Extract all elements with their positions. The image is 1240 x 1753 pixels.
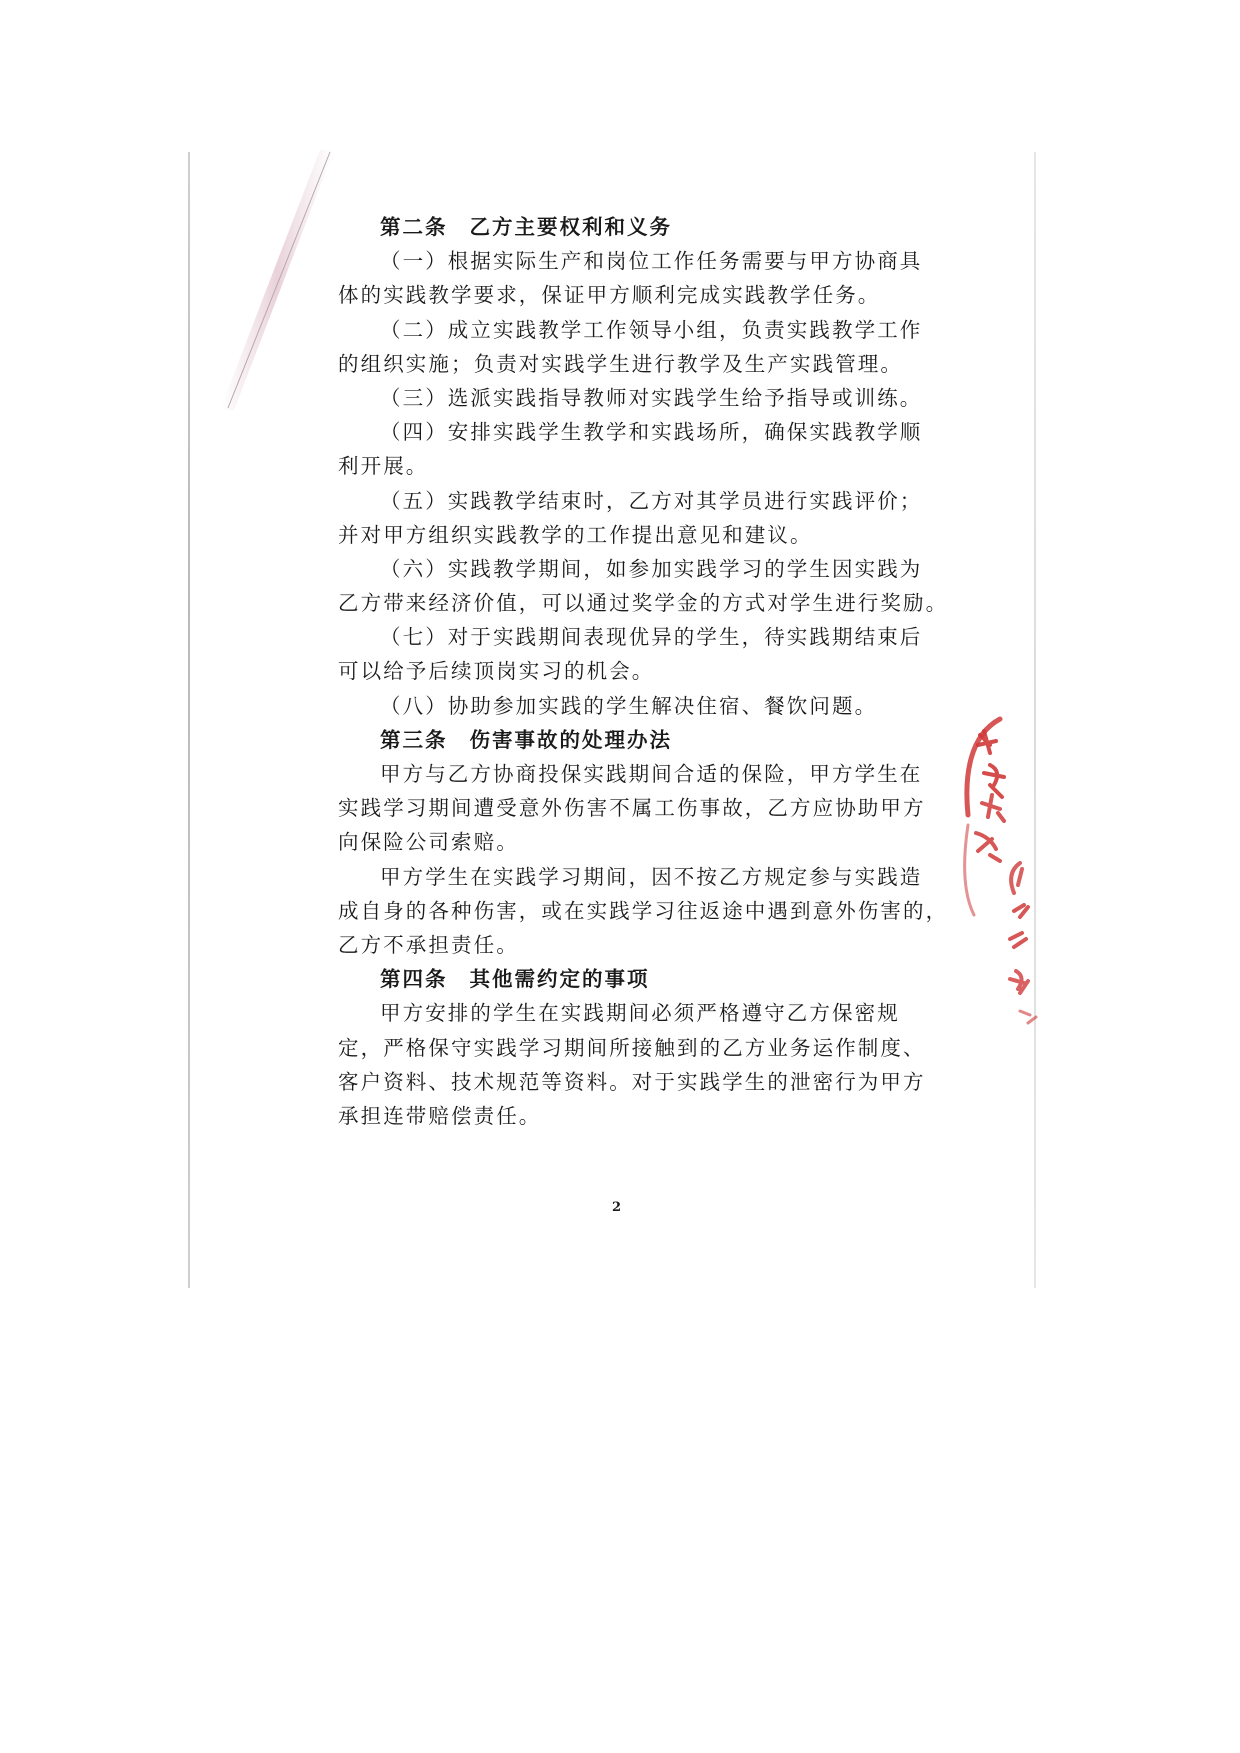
- text-line: 甲方安排的学生在实践期间必须严格遵守乙方保密规: [380, 1001, 900, 1026]
- text-line: 乙方不承担责任。: [338, 932, 519, 957]
- scan-left-edge: [188, 152, 190, 1288]
- section-number: 第二条: [380, 215, 448, 239]
- text-line: （一）根据实际生产和岗位工作任务需要与甲方协商具: [380, 249, 923, 274]
- text-line: 的组织实施；负责对实践学生进行教学及生产实践管理。: [338, 351, 903, 376]
- official-seal-icon: [960, 715, 1040, 1035]
- page-number: 2: [612, 1200, 622, 1215]
- document-body: [338, 210, 949, 1133]
- text-line: 并对甲方组织实践教学的工作提出意见和建议。: [338, 522, 813, 547]
- page-fold-shadow: [220, 150, 340, 410]
- section-number: 第四条: [380, 967, 448, 992]
- text-line: 利开展。: [338, 454, 429, 479]
- text-line: （二）成立实践教学工作领导小组，负责实践教学工作: [380, 317, 923, 342]
- text-line: 承担连带赔偿责任。: [338, 1103, 542, 1128]
- text-line: 实践学习期间遭受意外伤害不属工伤事故，乙方应协助甲方: [338, 796, 926, 821]
- section-number: 第三条: [380, 727, 448, 752]
- text-line: 定，严格保守实践学习期间所接触到的乙方业务运作制度、: [338, 1035, 926, 1060]
- text-line: 体的实践教学要求，保证甲方顺利完成实践教学任务。: [338, 283, 881, 308]
- section-title: 乙方主要权利和义务: [469, 215, 672, 239]
- text-line: （四）安排实践学生教学和实践场所，确保实践教学顺: [380, 420, 923, 445]
- section-heading: [338, 210, 908, 244]
- text-line: （三）选派实践指导教师对实践学生给予指导或训练。: [380, 385, 923, 410]
- text-line: （七）对于实践期间表现优异的学生，待实践期结束后: [380, 625, 923, 650]
- text-line: （五）实践教学结束时，乙方对其学员进行实践评价；: [380, 488, 923, 513]
- text-line: （八）协助参加实践的学生解决住宿、餐饮问题。: [380, 693, 878, 718]
- text-line: 向保险公司索赔。: [338, 830, 519, 855]
- section-title: 其他需约定的事项: [469, 967, 650, 992]
- text-line: （六）实践教学期间，如参加实践学习的学生因实践为: [380, 556, 923, 581]
- text-line: 乙方带来经济价值，可以通过奖学金的方式对学生进行奖励。: [338, 591, 949, 616]
- text-line: 可以给予后续顶岗实习的机会。: [338, 659, 655, 684]
- section-heading: [338, 962, 908, 996]
- section-title: 伤害事故的处理办法: [469, 727, 672, 752]
- text-line: 客户资料、技术规范等资料。对于实践学生的泄密行为甲方: [338, 1069, 926, 1094]
- text-line: 甲方与乙方协商投保实践期间合适的保险，甲方学生在: [380, 762, 923, 786]
- text-line: 甲方学生在实践学习期间，因不按乙方规定参与实践造: [380, 864, 923, 889]
- section-heading: [338, 723, 908, 757]
- text-line: 成自身的各种伤害，或在实践学习往返途中遇到意外伤害的，: [338, 898, 949, 923]
